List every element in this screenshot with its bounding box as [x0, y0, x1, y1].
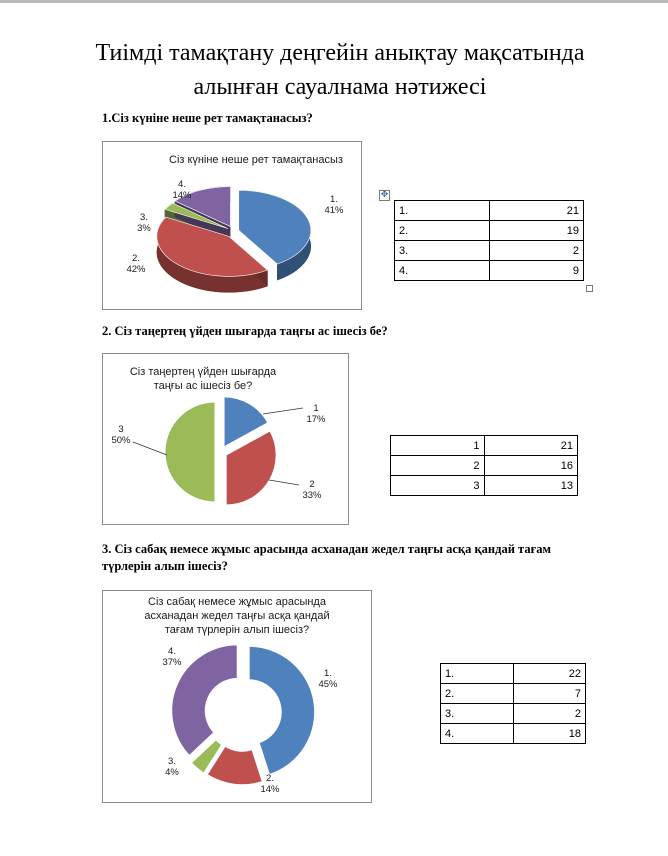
chart-1-label-4: 4. 14% [172, 179, 192, 201]
page-top-edge [0, 0, 668, 3]
chart-2-leader-3 [133, 442, 167, 455]
table-resize-handle[interactable] [586, 285, 593, 292]
chart-1-label-2: 2. 42% [126, 253, 146, 275]
question-1: 1.Сіз күніне неше рет тамақтанасыз? [102, 111, 313, 125]
table-row [441, 724, 586, 744]
table-row [395, 201, 584, 221]
table-cell-category: 3 [391, 476, 485, 496]
table-cell-category: 4. [441, 724, 514, 744]
table-row [391, 436, 578, 456]
question-3-line-1: 3. Сіз сабақ немесе жұмыс арасында асханадан жедел таңғы асқа қандай тағам [102, 542, 552, 556]
chart-1[interactable] [102, 141, 362, 310]
table-cell-category: 3. [395, 241, 490, 261]
chart-3-title-line-2: асханадан жедел таңғы асқа қандай [144, 610, 330, 622]
table-cell-category: 1 [391, 436, 485, 456]
table-cell-value: 21 [489, 201, 584, 221]
chart-2-leader-2 [269, 480, 299, 485]
table-1 [394, 200, 584, 281]
chart-2-slice-3 [165, 402, 215, 502]
question-3 [102, 541, 551, 575]
table-row [441, 704, 586, 724]
table-row [395, 261, 584, 281]
table-cell-value: 2 [489, 241, 584, 261]
chart-2-leader-1 [263, 408, 303, 414]
title-line-2: алынған сауалнама нәтижесі [193, 74, 487, 100]
chart-3-title-line-3: тағам түрлерін алып ішесіз? [164, 624, 310, 636]
table-cell-value: 16 [484, 456, 578, 476]
table-cell-category: 1. [441, 664, 514, 684]
document-title [60, 36, 620, 104]
chart-1-label-3: 3. 3% [137, 212, 151, 234]
chart-1-title: Сіз күніне неше рет тамақтанасыз [169, 154, 343, 166]
table-cell-category: 2. [441, 684, 514, 704]
chart-1-label-1: 1. 41% [324, 194, 344, 216]
table-cell-category: 4. [395, 261, 490, 281]
table-2 [390, 435, 578, 496]
chart-3-slice-1 [249, 646, 315, 775]
table-row [441, 684, 586, 704]
question-3-line-2: түрлерін алып ішесіз? [102, 559, 228, 573]
table-cell-value: 21 [484, 436, 578, 456]
chart-3-label-3: 3. 4% [165, 756, 179, 778]
chart-2-label-2: 2 33% [302, 479, 322, 501]
table-row [395, 241, 584, 261]
table-cell-category: 2 [391, 456, 485, 476]
table-cell-category: 2. [395, 221, 490, 241]
table-row [395, 221, 584, 241]
chart-3-label-2: 2. 14% [260, 773, 280, 795]
question-2: 2. Сіз таңертең үйден шығарда таңғы ас ішесіз бе? [102, 324, 388, 338]
chart-2[interactable] [102, 353, 349, 525]
chart-2-label-3: 3 50% [111, 424, 131, 446]
table-cell-category: 1. [395, 201, 490, 221]
table-3 [440, 663, 586, 744]
table-cell-value: 19 [489, 221, 584, 241]
chart-3-title-line-1: Сіз сабақ немесе жұмыс арасында [148, 596, 326, 608]
chart-3-title [121, 595, 353, 637]
table-cell-value: 22 [513, 664, 586, 684]
table-row [441, 664, 586, 684]
chart-2-title-line-2: таңғы ас ішесіз бе? [153, 380, 253, 392]
chart-3[interactable] [102, 590, 372, 803]
chart-2-title-line-1: Сіз таңертең үйден шығарда [129, 366, 277, 378]
table-cell-value: 2 [513, 704, 586, 724]
table-cell-category: 3. [441, 704, 514, 724]
chart-2-label-1: 1 17% [306, 403, 326, 425]
chart-3-label-4: 4. 37% [162, 646, 182, 668]
chart-2-title [113, 365, 293, 393]
chart-3-label-1: 1. 45% [318, 668, 338, 690]
table-cell-value: 9 [489, 261, 584, 281]
table-cell-value: 7 [513, 684, 586, 704]
table-row [391, 476, 578, 496]
table-cell-value: 18 [513, 724, 586, 744]
table-cell-value: 13 [484, 476, 578, 496]
table-move-handle-icon[interactable]: ✥ [380, 190, 389, 200]
title-line-1: Тиімді тамақтану деңгейін анықтау мақсатында [95, 40, 585, 66]
table-row [391, 456, 578, 476]
